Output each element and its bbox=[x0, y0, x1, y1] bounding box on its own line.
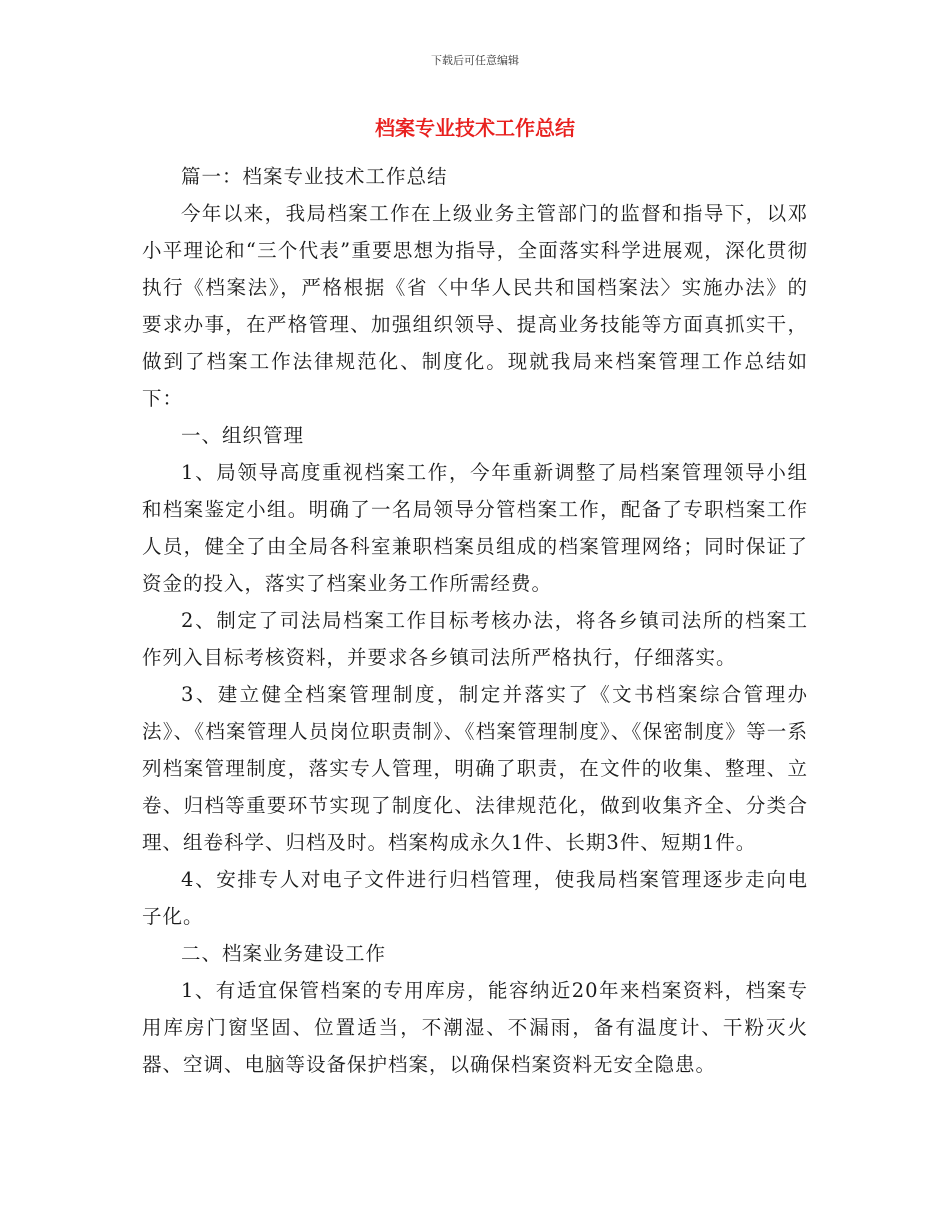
document-body bbox=[142, 158, 808, 1083]
section-heading: 一、组织管理 bbox=[181, 424, 305, 447]
paragraph: 2、制定了司法局档案工作目标考核办法，将各乡镇司法所的档案工作列入目标考核资料，并要求各乡镇司法所严格执行，仔细落实。 bbox=[142, 609, 808, 669]
section-heading: 二、档案业务建设工作 bbox=[181, 942, 387, 965]
header-note: 下载后可任意编辑 bbox=[431, 54, 519, 67]
section-heading: 篇一：档案专业技术工作总结 bbox=[181, 165, 448, 188]
document-title: 档案专业技术工作总结 bbox=[375, 116, 575, 140]
paragraph: 1、局领导高度重视档案工作，今年重新调整了局档案管理领导小组和档案鉴定小组。明确了一名局领导分管档案工作，配备了专职档案工作人员，健全了由全局各科室兼职档案员组成的档案管理网络；同时保证了资金的投入，落实了档案业务工作所需经费。 bbox=[142, 461, 808, 595]
paragraph: 1、有适宜保管档案的专用库房，能容纳近20年来档案资料，档案专用库房门窗坚固、位置适当，不潮湿、不漏雨，备有温度计、干粉灭火器、空调、电脑等设备保护档案，以确保档案资料无安全隐患。 bbox=[142, 979, 808, 1076]
paragraph: 今年以来，我局档案工作在上级业务主管部门的监督和指导下，以邓小平理论和“三个代表”重要思想为指导，全面落实科学进展观，深化贯彻执行《档案法》，严格根据《省〈中华人民共和国档案法〉实施办法》的要求办事，在严格管理、加强组织领导、提高业务技能等方面真抓实干，做到了档案工作法律规范化、制度化。现就我局来档案管理工作总结如下： bbox=[142, 202, 808, 410]
paragraph: 4、安排专人对电子文件进行归档管理，使我局档案管理逐步走向电子化。 bbox=[142, 868, 808, 928]
paragraph: 3、建立健全档案管理制度，制定并落实了《文书档案综合管理办法》、《档案管理人员岗位职责制》、《档案管理制度》、《保密制度》等一系列档案管理制度，落实专人管理，明确了职责，在文件的收集、整理、立卷、归档等重要环节实现了制度化、法律规范化，做到收集齐全、分类合理、组卷科学、归档及时。档案构成永久1件、长期3件、短期1件。 bbox=[142, 683, 808, 854]
